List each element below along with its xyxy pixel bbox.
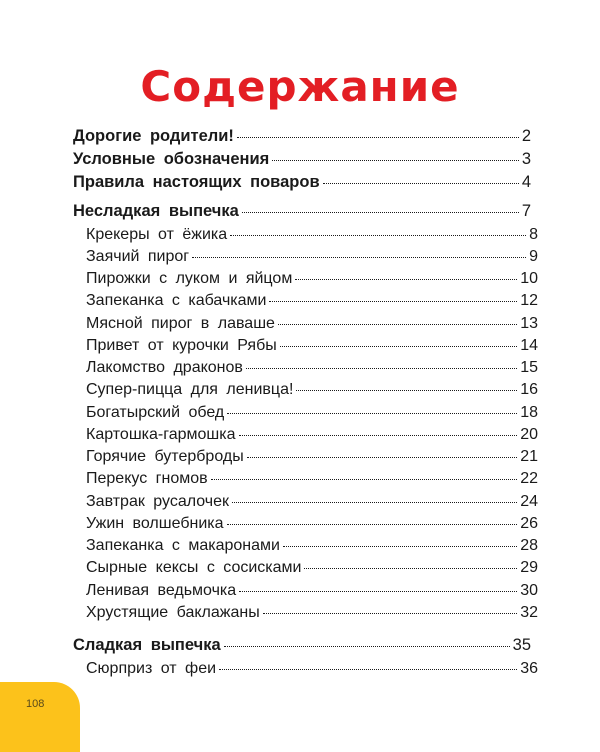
toc-entry[interactable]	[86, 582, 538, 600]
toc-entry-page: 13	[520, 315, 538, 332]
dot-leader	[296, 390, 517, 391]
dot-leader	[227, 413, 517, 414]
toc-entry-page: 9	[529, 248, 538, 265]
dot-leader	[323, 183, 519, 184]
toc-entry[interactable]	[86, 448, 538, 466]
toc-entry-label: Крекеры от ёжика	[86, 226, 228, 243]
toc-entry[interactable]	[86, 226, 538, 244]
toc-entry[interactable]	[86, 270, 538, 288]
toc-entry-label: Заячий пирог	[86, 248, 190, 265]
dot-leader	[232, 502, 517, 503]
toc-entry-page: 28	[520, 537, 538, 554]
toc-entry[interactable]	[86, 426, 538, 444]
dot-leader	[247, 457, 518, 458]
dot-leader	[239, 591, 517, 592]
toc-section[interactable]	[73, 202, 531, 221]
toc-entry[interactable]	[86, 381, 538, 399]
toc-entry-page: 3	[521, 150, 531, 168]
toc-entry-label: Условные обозначения	[73, 150, 270, 168]
toc-entry-page: 7	[521, 202, 531, 220]
dot-leader	[230, 235, 526, 236]
toc-entry[interactable]	[86, 493, 538, 511]
toc-entry[interactable]	[86, 660, 538, 678]
toc-entry-label: Ужин волшебника	[86, 515, 224, 532]
dot-leader	[192, 257, 526, 258]
toc-section-label: Сладкая выпечка	[73, 636, 221, 654]
toc-entry-label: Завтрак русалочек	[86, 493, 230, 510]
toc-entry-page: 16	[520, 381, 538, 398]
dot-leader	[272, 160, 519, 161]
toc-entry-label: Дорогие родители!	[73, 127, 234, 145]
toc-entry-label: Лакомство драконов	[86, 359, 243, 376]
page-corner-tab	[0, 682, 80, 752]
toc-entry-label: Сюрприз от феи	[86, 660, 217, 677]
dot-leader	[237, 137, 519, 138]
dot-leader	[295, 279, 517, 280]
toc-entry-label: Запеканка с кабачками	[86, 292, 267, 309]
dot-leader	[269, 301, 517, 302]
toc-entry[interactable]	[86, 292, 538, 310]
toc-entry-label: Картошка-гармошка	[86, 426, 236, 443]
toc-entry-page: 12	[520, 292, 538, 309]
toc-entry-label: Сырные кексы с сосисками	[86, 559, 302, 576]
toc-entry[interactable]	[86, 359, 538, 377]
toc-entry-label: Привет от курочки Рябы	[86, 337, 277, 354]
toc-entry-page: 24	[520, 493, 538, 510]
table-of-contents	[0, 124, 600, 684]
toc-entry-label: Богатырский обед	[86, 404, 225, 421]
dot-leader	[278, 324, 517, 325]
toc-entry[interactable]	[73, 127, 531, 146]
toc-entry[interactable]	[86, 537, 538, 555]
dot-leader	[211, 479, 518, 480]
toc-entry-page: 2	[521, 127, 531, 145]
toc-entry-page: 8	[529, 226, 538, 243]
toc-section-label: Несладкая выпечка	[73, 202, 239, 220]
toc-entry-label: Перекус гномов	[86, 470, 208, 487]
toc-entry-page: 4	[521, 173, 531, 191]
toc-entry[interactable]	[86, 470, 538, 488]
toc-entry-label: Хрустящие баклажаны	[86, 604, 260, 621]
toc-entry-page: 18	[520, 404, 538, 421]
toc-entry-page: 30	[520, 582, 538, 599]
dot-leader	[224, 646, 510, 647]
toc-entry-label: Правила настоящих поваров	[73, 173, 320, 191]
dot-leader	[246, 368, 517, 369]
toc-entry-page: 29	[520, 559, 538, 576]
toc-entry-page: 21	[520, 448, 538, 465]
dot-leader	[283, 546, 517, 547]
toc-entry[interactable]	[86, 559, 538, 577]
toc-entry[interactable]	[86, 604, 538, 622]
toc-entry-label: Ленивая ведьмочка	[86, 582, 237, 599]
toc-entry-label: Мясной пирог в лаваше	[86, 315, 275, 332]
toc-entry-label: Пирожки с луком и яйцом	[86, 270, 293, 287]
toc-entry-label: Супер-пицца для ленивца!	[86, 381, 294, 398]
dot-leader	[219, 669, 517, 670]
toc-entry-page: 20	[520, 426, 538, 443]
toc-entry[interactable]	[86, 515, 538, 533]
toc-entry-page: 15	[520, 359, 538, 376]
toc-section[interactable]	[73, 636, 531, 655]
toc-entry-page: 14	[520, 337, 538, 354]
toc-entry-page: 36	[520, 660, 538, 677]
dot-leader	[304, 568, 517, 569]
toc-entry-label: Запеканка с макаронами	[86, 537, 280, 554]
toc-entry[interactable]	[73, 173, 531, 192]
toc-entry-page: 35	[512, 636, 531, 654]
toc-entry-page: 26	[520, 515, 538, 532]
toc-entry-page: 32	[520, 604, 538, 621]
dot-leader	[227, 524, 518, 525]
dot-leader	[239, 435, 518, 436]
toc-entry[interactable]	[86, 337, 538, 355]
dot-leader	[242, 212, 519, 213]
toc-entry-page: 10	[520, 270, 538, 287]
page-title: Содержание	[140, 62, 460, 111]
toc-entry[interactable]	[86, 404, 538, 422]
page-number: 108	[26, 698, 45, 710]
dot-leader	[263, 613, 518, 614]
toc-entry[interactable]	[86, 248, 538, 266]
toc-entry-label: Горячие бутерброды	[86, 448, 244, 465]
toc-entry[interactable]	[86, 315, 538, 333]
toc-entry[interactable]	[73, 150, 531, 169]
dot-leader	[280, 346, 517, 347]
toc-entry-page: 22	[520, 470, 538, 487]
